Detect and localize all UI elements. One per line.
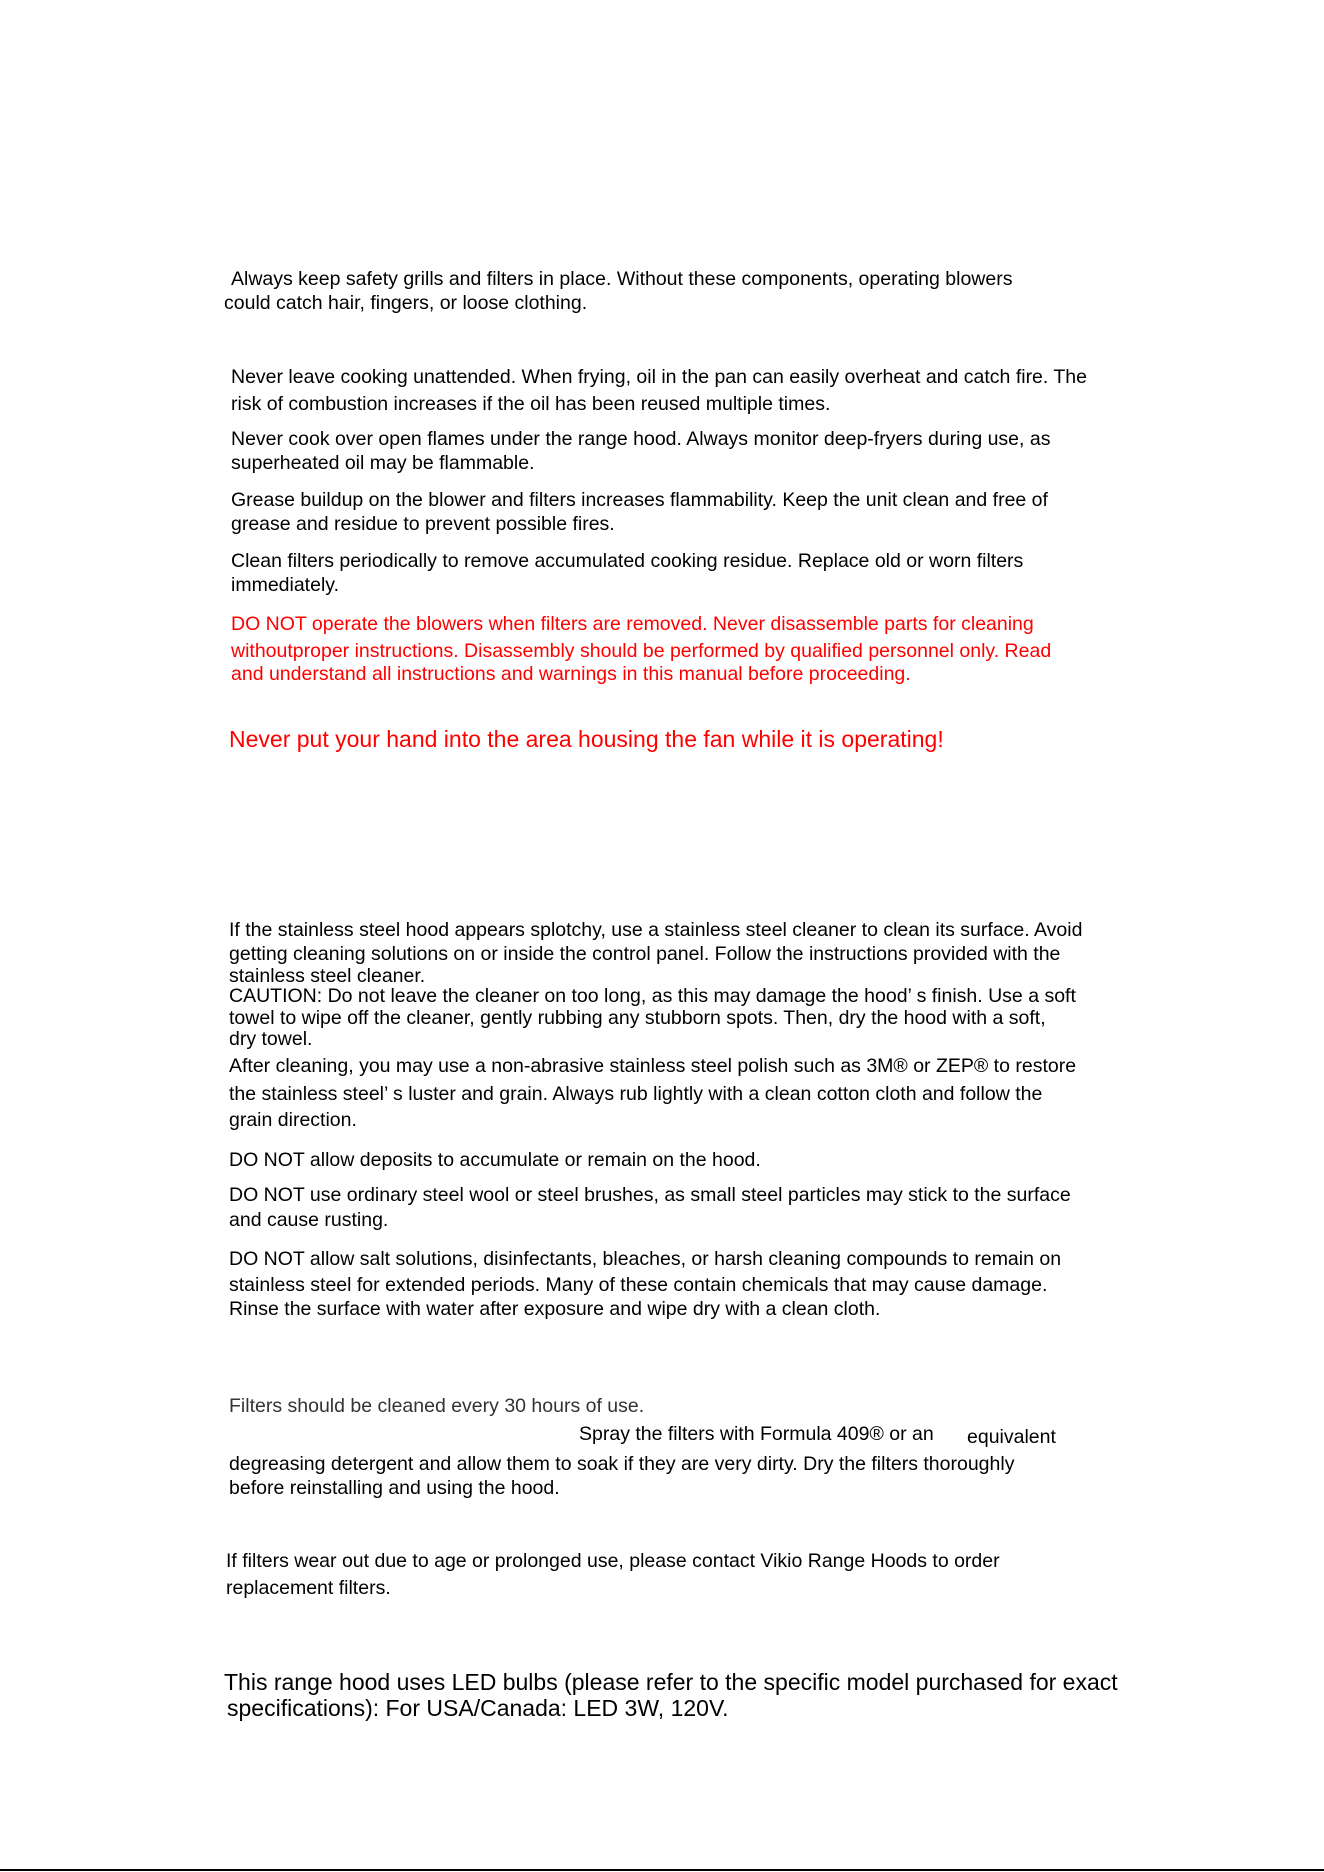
stainless-caution-line-1: CAUTION: Do not leave the cleaner on too long, as this may damage the hood’ s finish. Use a soft: [229, 985, 1076, 1007]
stainless-deposits: DO NOT allow deposits to accumulate or remain on the hood.: [229, 1149, 761, 1171]
page-bottom-rule: [0, 1869, 1324, 1871]
fan-warning: Never put your hand into the area housing the fan while it is operating!: [229, 726, 944, 752]
safety-clean-filters-line-2: immediately.: [231, 574, 340, 596]
stainless-caution-line-3: dry towel.: [229, 1028, 313, 1050]
safety-unattended-line-1: Never leave cooking unattended. When frying, oil in the pan can easily overheat and catch fire. The: [231, 366, 1087, 388]
safety-grease-line-1: Grease buildup on the blower and filters increases flammability. Keep the unit clean and free of: [231, 489, 1048, 511]
filters-replacement-line-1: If filters wear out due to age or prolonged use, please contact Vikio Range Hoods to order: [226, 1550, 1000, 1572]
safety-unattended-line-2: risk of combustion increases if the oil has been reused multiple times.: [231, 393, 831, 415]
warning-red-line-2: withoutproper instructions. Disassembly should be performed by qualified personnel only. Read: [231, 640, 1052, 662]
filters-degrease-line-1: degreasing detergent and allow them to soak if they are very dirty. Dry the filters thoroughly: [229, 1453, 1015, 1475]
stainless-polish-line-1: After cleaning, you may use a non-abrasive stainless steel polish such as 3M® or ZEP® to restore: [229, 1055, 1077, 1077]
stainless-caution-line-2: towel to wipe off the cleaner, gently rubbing any stubborn spots. Then, dry the hood with a soft,: [229, 1007, 1046, 1029]
safety-grease-line-2: grease and residue to prevent possible fires.: [231, 513, 615, 535]
stainless-polish-line-2: the stainless steel’ s luster and grain. Always rub lightly with a clean cotton cloth and follow the: [229, 1083, 1043, 1105]
warning-red-line-1: DO NOT operate the blowers when filters are removed. Never disassemble parts for cleaning: [231, 613, 1034, 635]
led-line-2: specifications): For USA/Canada: LED 3W, 120V.: [227, 1695, 729, 1721]
stainless-salt-line-2: stainless steel for extended periods. Many of these contain chemicals that may cause damage.: [229, 1274, 1048, 1296]
safety-open-flames-line-1: Never cook over open flames under the range hood. Always monitor deep-fryers during use, as: [231, 428, 1051, 450]
safety-clean-filters-line-1: Clean filters periodically to remove accumulated cooking residue. Replace old or worn filters: [231, 550, 1024, 572]
safety-grills-line-2: could catch hair, fingers, or loose clothing.: [224, 292, 588, 314]
stainless-salt-line-3: Rinse the surface with water after exposure and wipe dry with a clean cloth.: [229, 1298, 881, 1320]
safety-open-flames-line-2: superheated oil may be flammable.: [231, 452, 535, 474]
filters-spray-a: Spray the filters with Formula 409® or an: [579, 1423, 934, 1445]
filters-interval: Filters should be cleaned every 30 hours of use.: [229, 1395, 645, 1417]
filters-spray-b: equivalent: [967, 1426, 1056, 1448]
stainless-steel-wool-line-2: and cause rusting.: [229, 1209, 389, 1231]
stainless-salt-line-1: DO NOT allow salt solutions, disinfectants, bleaches, or harsh cleaning compounds to remain on: [229, 1248, 1062, 1270]
stainless-steel-wool-line-1: DO NOT use ordinary steel wool or steel brushes, as small steel particles may stick to the surface: [229, 1184, 1071, 1206]
stainless-splotchy-line-3: stainless steel cleaner.: [229, 965, 426, 987]
stainless-splotchy-line-1: If the stainless steel hood appears splotchy, use a stainless steel cleaner to clean its surface. Avoid: [229, 919, 1083, 941]
led-line-1: This range hood uses LED bulbs (please refer to the specific model purchased for exact: [224, 1669, 1118, 1695]
warning-red-line-3: and understand all instructions and warnings in this manual before proceeding.: [231, 663, 911, 685]
filters-replacement-line-2: replacement filters.: [226, 1577, 391, 1599]
stainless-splotchy-line-2: getting cleaning solutions on or inside the control panel. Follow the instructions provided with the: [229, 943, 1061, 965]
safety-grills-line-1: Always keep safety grills and filters in place. Without these components, operating blowers: [231, 268, 1013, 290]
stainless-polish-line-3: grain direction.: [229, 1109, 357, 1131]
filters-degrease-line-2: before reinstalling and using the hood.: [229, 1477, 560, 1499]
